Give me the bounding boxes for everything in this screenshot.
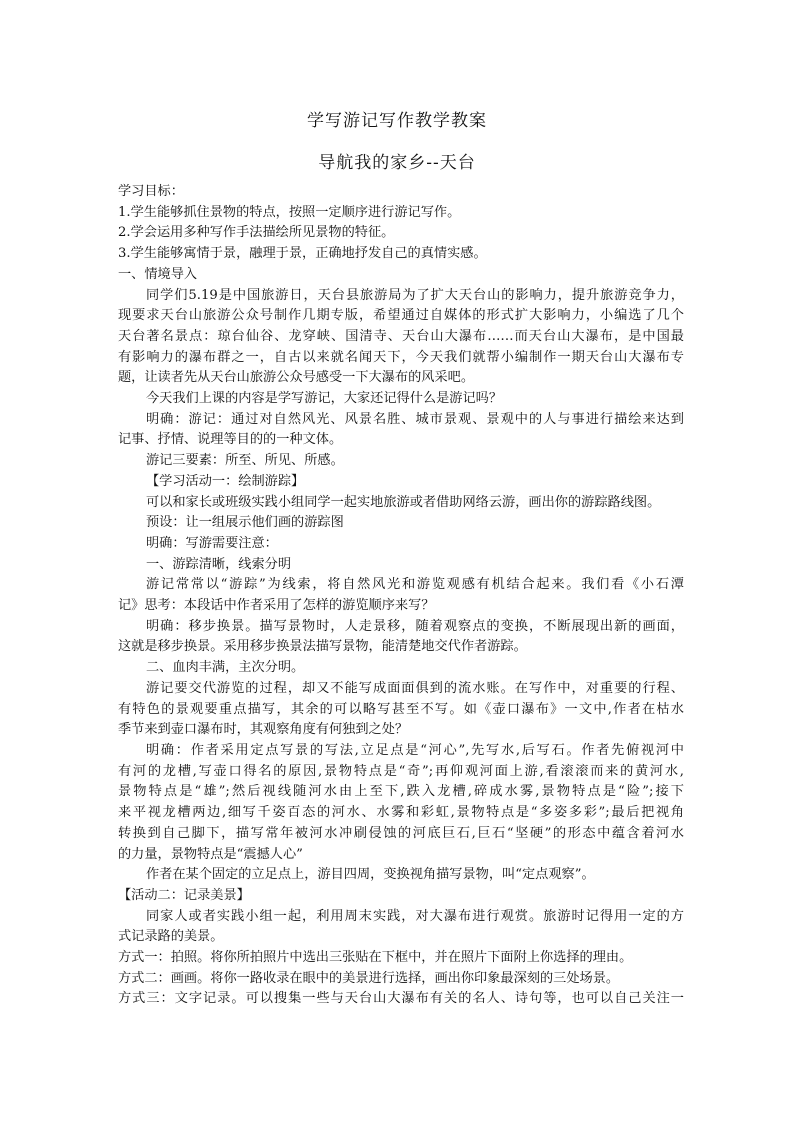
text-line: 游记三要素：所至、所见、所感。 [146,453,344,469]
text-line: 方式三：文字记录。可以搜集一些与天台山大瀑布有关的名人、诗句等，也可以自己关注一 [118,991,684,1007]
text-line: 记事、抒情、说理等目的的一种文体。 [118,432,343,448]
text-line: 今天我们上课的内容是学写游记，大家还记得什么是游记吗？ [146,391,503,407]
text-line: 明确：写游需要注意： [146,535,278,551]
text-line: 预设：让一组展示他们画的游踪图 [146,515,344,531]
text-line: 明确：游记：通过对自然风光、风景名胜、城市景观、景观中的人与事进行描绘来达到 [146,411,684,427]
section-heading: 一、情境导入 [118,266,198,282]
text-line: 学习目标： [118,184,184,199]
document-subtitle: 导航我的家乡--天台 [318,153,476,173]
section-heading: 二、血肉丰满，主次分明。 [146,660,305,676]
text-line: 季节来到壶口瀑布时，其观察角度有何独到之处？ [118,722,409,738]
text-line: 来平视龙槽两边,细写千姿百态的河水、水雾和彩虹,景物特点是“多姿多彩”;最后把视角 [118,805,684,821]
text-line: 有河的龙槽,写壶口得名的原因,景物特点是“奇”;再仰观河面上游,看滚滚而来的黄河水, [118,763,684,779]
activity-heading: 【学习活动一：绘制游踪】 [146,473,305,489]
text-line: 天台著名景点：琼台仙谷、龙穿峡、国清寺、天台山大瀑布……而天台山大瀑布，是中国最 [118,328,684,344]
text-line: 游记常常以“游踪”为线索，将自然风光和游览观感有机结合起来。我们看《小石潭 [146,577,684,593]
text-line: 同家人或者实践小组一起，利用周末实践，对大瀑布进行观赏。旅游时记得用一定的方 [146,908,684,924]
text-line: 式记录路的美景。 [118,929,224,945]
text-line: 2.学会运用多种写作手法描绘所见景物的特征。 [118,225,395,241]
section-heading: 一、游踪清晰，线索分明 [146,556,292,572]
document-title: 学写游记写作教学教案 [307,111,487,131]
text-line: 明确：作者采用定点写景的写法,立足点是“河心”,先写水,后写石。作者先俯视河中 [146,742,684,758]
text-line: 3.学生能够寓情于景，融理于景，正确地抒发自己的真情实感。 [118,246,487,262]
text-line: 转换到自己脚下，描写常年被河水冲刷侵蚀的河底巨石,巨石“坚硬”的形态中蕴含着河水 [118,825,684,841]
text-line: 同学们5.19是中国旅游日，天台县旅游局为了扩大天台山的影响力，提升旅游竞争力， [146,287,684,303]
text-line: 1.学生能够抓住景物的特点，按照一定顺序进行游记写作。 [118,204,461,220]
text-line: 这就是移步换景。采用移步换景法描写景物，能清楚地交代作者游踪。 [118,639,527,655]
text-line: 现要求天台山旅游公众号制作几期专版，希望通过自媒体的形式扩大影响力，小编选了几个 [118,308,684,324]
text-line: 题，让读者先从天台山旅游公众号感受一下大瀑布的风采吧。 [118,370,475,386]
text-line: 方式一：拍照。将你所拍照片中选出三张贴在下框中，并在照片下面附上你选择的理由。 [118,950,633,966]
text-line: 有特色的景观要重点描写，其余的可以略写甚至不写。如《壶口瀑布》一文中,作者在枯水 [118,701,684,717]
text-line: 明确：移步换景。描写景物时，人走景移，随着观察点的变换，不断展现出新的画面， [146,618,684,634]
text-line: 方式二：画画。将你一路收录在眼中的美景进行选择，画出你印象最深刻的三处场景。 [118,970,620,986]
text-line: 记》思考：本段话中作者采用了怎样的游览顺序来写？ [118,598,435,614]
text-line: 的力量，景物特点是“震撼人心” [118,846,303,862]
text-line: 可以和家长或班级实践小组同学一起实地旅游或者借助网络云游，画出你的游踪路线图。 [146,494,661,510]
text-line: 有影响力的瀑布群之一，自古以来就名闻天下，今天我们就帮小编制作一期天台山大瀑布专 [118,349,684,365]
document-body [118,182,684,1010]
activity-heading: 【活动二：记录美景】 [118,887,250,903]
text-line: 游记要交代游览的过程，却又不能写成面面俱到的流水账。在写作中，对重要的行程、 [146,680,684,696]
text-line: 作者在某个固定的立足点上，游目四周，变换视角描写景物，叫“定点观察”。 [146,867,595,883]
text-line: 景物特点是“雄”;然后视线随河水由上至下,跌入龙槽,碎成水雾,景物特点是“险”;接下 [118,784,684,800]
